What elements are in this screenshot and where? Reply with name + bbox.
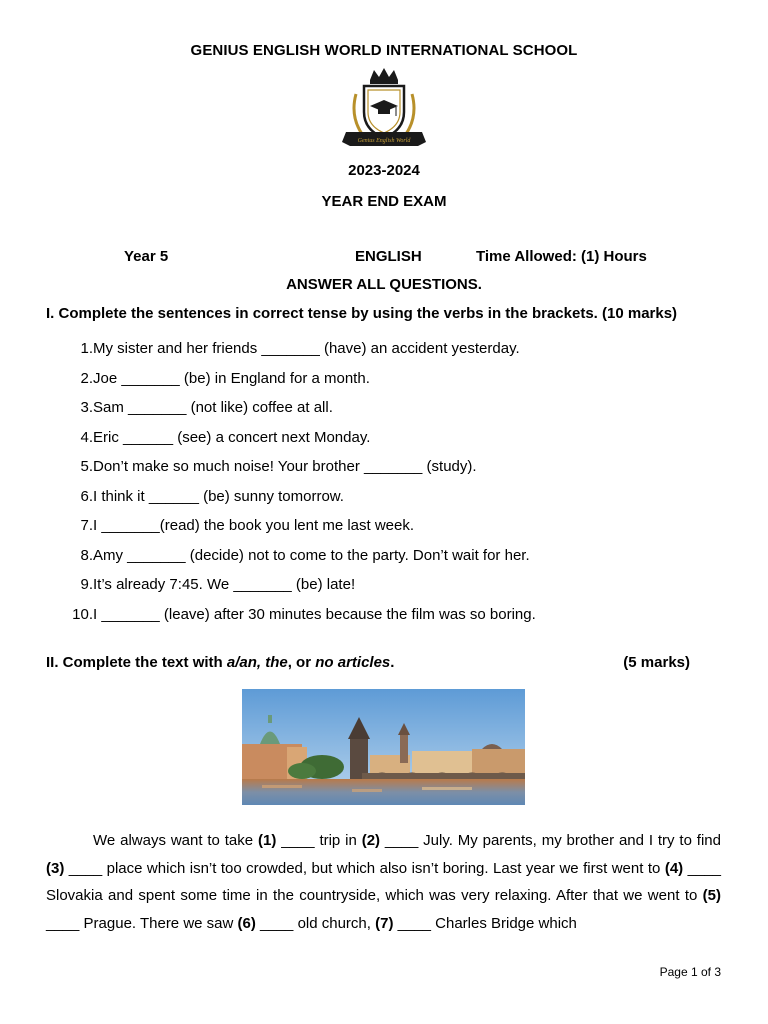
question-text: I _______(read) the book you lent me last week. bbox=[93, 517, 415, 534]
section-1-question-list bbox=[70, 338, 536, 633]
cloze-passage bbox=[46, 827, 721, 937]
blank-label-1: (1) bbox=[257, 832, 277, 849]
question-text: Sam _______ (not like) coffee at all. bbox=[93, 399, 333, 416]
exam-title: YEAR END EXAM bbox=[321, 193, 447, 210]
question-number: 7. bbox=[80, 517, 93, 534]
subject: ENGLISH bbox=[355, 248, 422, 265]
blank-label-2: (2) bbox=[361, 832, 381, 849]
question-number: 6. bbox=[80, 487, 93, 505]
blank-label-4: (4) bbox=[664, 859, 684, 877]
question-number: 10. bbox=[72, 605, 93, 623]
section-2-heading-end: . bbox=[390, 654, 395, 671]
passage-text: ____ Prague. There we saw bbox=[46, 914, 238, 932]
question-number: 9. bbox=[80, 576, 93, 593]
blank-label-3: (3) bbox=[46, 859, 65, 877]
general-instruction: ANSWER ALL QUESTIONS. bbox=[286, 276, 482, 293]
question-text: Don’t make so much noise! Your brother _______ (study). bbox=[93, 458, 477, 475]
blank-label-7: (7) bbox=[375, 914, 394, 932]
passage-text: ____ Charles Bridge which bbox=[393, 914, 577, 932]
question-number: 5. bbox=[80, 458, 93, 475]
page-number: Page 1 of 3 bbox=[659, 965, 721, 979]
question-item bbox=[70, 604, 536, 634]
question-number: 1. bbox=[80, 340, 93, 357]
question-item bbox=[70, 338, 536, 368]
passage-text: ____ trip in bbox=[276, 832, 362, 849]
question-text: Eric ______ (see) a concert next Monday. bbox=[93, 428, 371, 446]
blank-label-5: (5) bbox=[702, 887, 721, 904]
year-level: Year 5 bbox=[124, 248, 169, 265]
section-2-heading-prefix: II. Complete the text with bbox=[46, 654, 227, 671]
section-2-heading bbox=[46, 654, 690, 671]
question-item bbox=[70, 515, 536, 545]
section-2-heading-separator: , or bbox=[287, 654, 316, 671]
question-text: I _______ (leave) after 30 minutes because the film was so boring. bbox=[93, 605, 536, 623]
question-item bbox=[70, 368, 536, 398]
passage-paragraph bbox=[46, 827, 721, 937]
question-text: Joe _______ (be) in England for a month. bbox=[93, 369, 370, 387]
question-text: Amy _______ (decide) not to come to the party. Don’t wait for her. bbox=[93, 546, 530, 564]
question-item bbox=[70, 574, 536, 604]
question-text: My sister and her friends _______ (have) an accident yesterday. bbox=[93, 340, 520, 357]
question-item bbox=[70, 486, 536, 516]
section-2-option-no-articles: no articles bbox=[315, 654, 391, 671]
passage-text: ____ place which isn’t too crowded, but which also isn’t boring. Last year we first went to bbox=[64, 859, 665, 877]
question-item bbox=[70, 456, 536, 486]
question-item bbox=[70, 545, 536, 575]
prague-skyline-photo bbox=[242, 689, 525, 805]
passage-text: We always want to take bbox=[93, 832, 258, 849]
passage-text: ____ July. My parents, my brother and I try to find bbox=[380, 832, 721, 849]
section-1-heading: I. Complete the sentences in correct tense by using the verbs in the brackets. (10 marks) bbox=[46, 305, 678, 322]
school-name: GENIUS ENGLISH WORLD INTERNATIONAL SCHOOL bbox=[190, 42, 578, 59]
question-item bbox=[70, 397, 536, 427]
svg-text:Genius English World: Genius English World bbox=[357, 138, 411, 144]
time-allowed: Time Allowed: (1) Hours bbox=[476, 248, 647, 265]
academic-year: 2023-2024 bbox=[348, 162, 420, 179]
school-crest-logo bbox=[340, 66, 428, 156]
section-2-marks: (5 marks) bbox=[623, 654, 690, 671]
passage-text: ____ Slovakia and spent some time in the countryside, which was very relaxing. After that we went to bbox=[46, 859, 721, 904]
question-text: I think it ______ (be) sunny tomorrow. bbox=[93, 487, 344, 505]
section-2-option-articles: a/an, the bbox=[226, 654, 288, 671]
question-number: 8. bbox=[80, 546, 93, 564]
question-number: 3. bbox=[80, 399, 93, 416]
question-item bbox=[70, 427, 536, 457]
question-number: 4. bbox=[80, 428, 93, 446]
blank-label-6: (6) bbox=[237, 914, 256, 932]
question-text: It’s already 7:45. We _______ (be) late! bbox=[93, 576, 356, 593]
passage-text: ____ old church, bbox=[255, 914, 376, 932]
question-number: 2. bbox=[80, 369, 93, 387]
